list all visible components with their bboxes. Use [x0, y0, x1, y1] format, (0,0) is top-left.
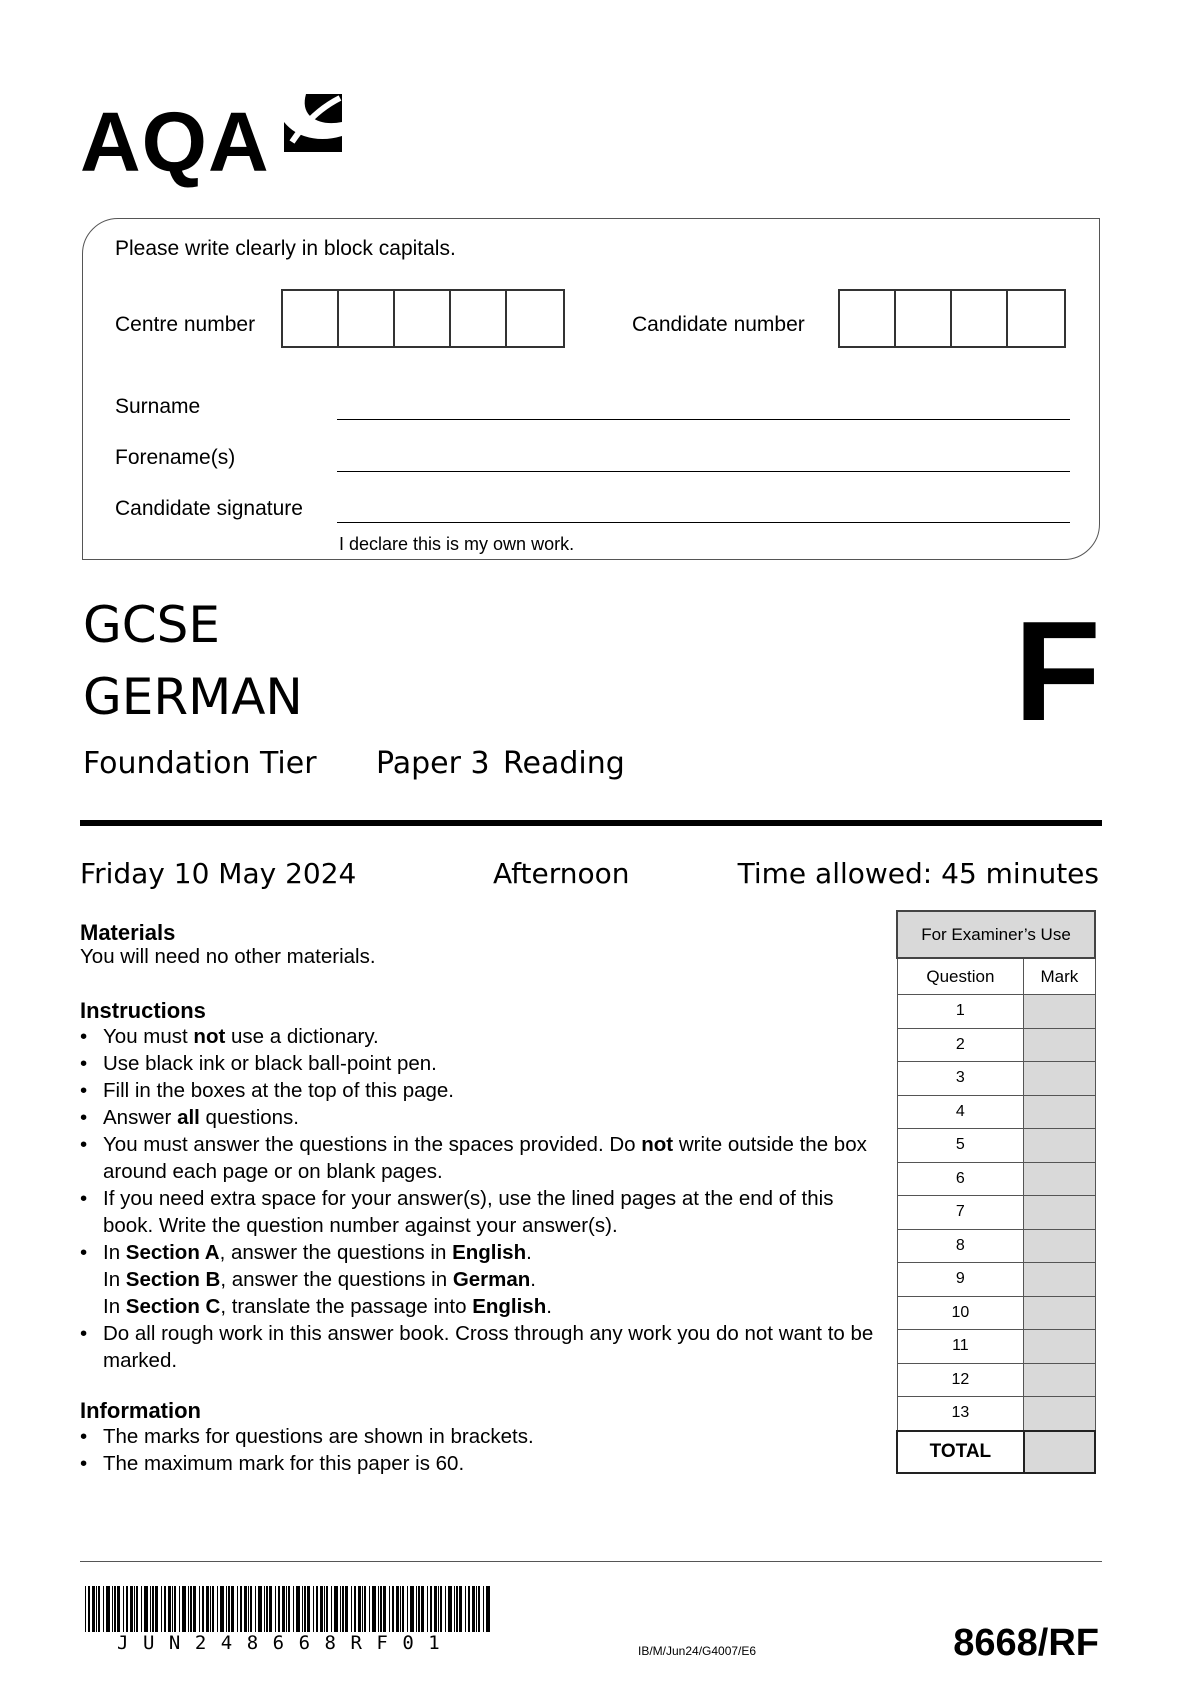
exam-session: Afternoon — [493, 857, 630, 890]
barcode-bar — [324, 1586, 325, 1632]
qualification-title: GCSE — [83, 596, 220, 654]
barcode-bar — [182, 1586, 186, 1632]
barcode-bar — [302, 1586, 303, 1632]
barcode-bar — [114, 1586, 116, 1632]
paper-code: 8668/RF — [953, 1622, 1099, 1664]
barcode-bar — [454, 1586, 455, 1632]
barcode-bar — [85, 1586, 86, 1632]
barcode-bar — [206, 1586, 209, 1632]
barcode-bar — [117, 1586, 120, 1632]
barcode-bar — [266, 1586, 268, 1632]
barcode-bar — [228, 1586, 230, 1632]
barcode-bar — [307, 1586, 310, 1632]
component-label: Reading — [503, 746, 625, 781]
barcode-bar — [421, 1586, 424, 1632]
candidate-number-cell[interactable] — [952, 291, 1008, 346]
barcode-bar — [410, 1586, 414, 1632]
barcode-bar — [459, 1586, 462, 1632]
barcode-bar — [400, 1586, 401, 1632]
candidate-number-cell[interactable] — [1008, 291, 1064, 346]
mark-column-header: Mark — [1024, 958, 1095, 995]
materials-heading: Materials — [80, 920, 176, 945]
table-row — [897, 1129, 1095, 1163]
barcode-text: JUN248668RF01 — [117, 1632, 455, 1654]
barcode-bar — [130, 1586, 133, 1632]
barcode-bar — [418, 1586, 420, 1632]
barcode-bar — [304, 1586, 306, 1632]
instructions-list — [80, 1023, 880, 1374]
barcode-bar — [112, 1586, 113, 1632]
barcode-bar — [456, 1586, 458, 1632]
barcode-bar — [92, 1586, 95, 1632]
block-capitals-instruction: Please write clearly in block capitals. — [115, 237, 456, 260]
barcode-bar — [476, 1586, 477, 1632]
mark-cell — [1024, 1196, 1095, 1230]
barcode-bar — [174, 1586, 176, 1632]
barcode-bar — [369, 1586, 370, 1632]
subject-title: GERMAN — [83, 668, 303, 726]
footer-divider — [80, 1561, 1102, 1562]
barcode-bar — [427, 1586, 428, 1632]
table-row — [897, 1263, 1095, 1297]
barcode-bar — [212, 1586, 214, 1632]
barcode-bar — [351, 1586, 352, 1632]
barcode-bar — [152, 1586, 154, 1632]
instruction-item: • Use black ink or black ball-point pen. — [80, 1050, 880, 1077]
barcode-bar — [126, 1586, 128, 1632]
centre-number-cell[interactable] — [395, 291, 451, 346]
materials-text: You will need no other materials. — [80, 945, 376, 968]
barcode-bar — [389, 1586, 390, 1632]
centre-number-cell[interactable] — [339, 291, 395, 346]
question-number: 11 — [897, 1330, 1024, 1364]
table-row — [897, 1330, 1095, 1364]
barcode-bar — [472, 1586, 475, 1632]
barcode-bar — [231, 1586, 234, 1632]
barcode-bar — [199, 1586, 200, 1632]
barcode-bar — [103, 1586, 104, 1632]
question-number: 9 — [897, 1263, 1024, 1297]
aqa-logo-mark-icon — [282, 92, 344, 154]
barcode-bar — [362, 1586, 363, 1632]
question-number: 6 — [897, 1162, 1024, 1196]
barcode-bar — [478, 1586, 480, 1632]
barcode-bar — [486, 1586, 490, 1632]
candidate-number-cell[interactable] — [896, 291, 952, 346]
instruction-item: • Answer all questions. — [80, 1104, 880, 1131]
table-row — [897, 1196, 1095, 1230]
table-row — [897, 1162, 1095, 1196]
barcode-bar — [396, 1586, 399, 1632]
barcode-bar — [358, 1586, 361, 1632]
table-row — [897, 995, 1095, 1029]
barcode-bar — [220, 1586, 224, 1632]
barcode-bar — [438, 1586, 439, 1632]
barcode-bar — [286, 1586, 287, 1632]
table-row — [897, 1296, 1095, 1330]
table-row — [897, 1363, 1095, 1397]
information-item: • The maximum mark for this paper is 60. — [80, 1450, 860, 1477]
barcode-bar — [364, 1586, 366, 1632]
barcode-bar — [217, 1586, 218, 1632]
barcode-bar — [313, 1586, 314, 1632]
barcode-bar — [155, 1586, 158, 1632]
barcode-bar — [465, 1586, 466, 1632]
table-row — [897, 1229, 1095, 1263]
barcode-bar — [164, 1586, 166, 1632]
centre-number-cell[interactable] — [451, 291, 507, 346]
table-row — [897, 1431, 1095, 1473]
mark-cell — [1024, 1095, 1095, 1129]
question-number: 3 — [897, 1062, 1024, 1096]
mark-cell — [1024, 1397, 1095, 1431]
barcode-bar — [445, 1586, 446, 1632]
question-number: 2 — [897, 1028, 1024, 1062]
table-row — [897, 1062, 1095, 1096]
paper-number: Paper 3 — [376, 746, 490, 781]
instruction-item: • You must answer the questions in the spaces provided. Do not write outside the box around each page or on blank pages. — [80, 1131, 883, 1185]
barcode-bar — [342, 1586, 344, 1632]
barcode-bar — [334, 1586, 338, 1632]
barcode-bar — [269, 1586, 272, 1632]
forenames-line[interactable] — [337, 471, 1070, 472]
barcode-bar — [416, 1586, 417, 1632]
question-number: 8 — [897, 1229, 1024, 1263]
mark-cell — [1024, 1129, 1095, 1163]
barcode-bar — [248, 1586, 249, 1632]
barcode-bar — [244, 1586, 247, 1632]
barcode-bar — [258, 1586, 262, 1632]
barcode-bar — [98, 1586, 100, 1632]
barcode-bar — [168, 1586, 171, 1632]
barcode-bar — [340, 1586, 341, 1632]
total-mark-cell — [1024, 1431, 1095, 1473]
barcode-bar — [380, 1586, 382, 1632]
barcode-bar — [193, 1586, 196, 1632]
question-number: 12 — [897, 1363, 1024, 1397]
barcode-bar — [483, 1586, 484, 1632]
barcode-bar — [434, 1586, 437, 1632]
barcode-bar — [250, 1586, 252, 1632]
barcode-bar — [354, 1586, 356, 1632]
barcode-bar — [293, 1586, 294, 1632]
barcode-bar — [392, 1586, 394, 1632]
centre-number-cell[interactable] — [507, 291, 563, 346]
barcode-bar — [345, 1586, 348, 1632]
instruction-item: • Fill in the boxes at the top of this page. — [80, 1077, 880, 1104]
tier-letter: F — [1014, 592, 1101, 751]
barcode-bar — [141, 1586, 142, 1632]
mark-cell — [1024, 1028, 1095, 1062]
barcode-bar — [134, 1586, 135, 1632]
tier-label: Foundation Tier — [83, 746, 317, 781]
forenames-label: Forename(s) — [115, 446, 236, 469]
signature-line[interactable] — [337, 522, 1070, 523]
barcode-bar — [210, 1586, 211, 1632]
barcode-bar — [136, 1586, 138, 1632]
instructions-heading: Instructions — [80, 998, 206, 1023]
information-list — [80, 1423, 860, 1477]
mark-cell — [1024, 1062, 1095, 1096]
barcode-bar — [440, 1586, 442, 1632]
barcode-bar — [402, 1586, 404, 1632]
mark-cell — [1024, 1263, 1095, 1297]
barcode-bar — [150, 1586, 151, 1632]
barcode-bar — [316, 1586, 318, 1632]
instruction-item: • Do all rough work in this answer book. Cross through any work you do not want to be marked. — [80, 1320, 883, 1374]
barcode-bar — [448, 1586, 452, 1632]
question-number: 10 — [897, 1296, 1024, 1330]
instruction-item: • You must not use a dictionary. — [80, 1023, 880, 1050]
barcode-bar — [296, 1586, 300, 1632]
table-row — [897, 1397, 1095, 1431]
question-column-header: Question — [897, 958, 1024, 995]
barcode-icon — [85, 1586, 495, 1632]
question-number: 7 — [897, 1196, 1024, 1230]
total-label: TOTAL — [897, 1431, 1024, 1473]
question-number: 4 — [897, 1095, 1024, 1129]
barcode-bar — [264, 1586, 265, 1632]
barcode-bar — [123, 1586, 124, 1632]
examiner-use-table — [896, 910, 1096, 1474]
table-row — [897, 1028, 1095, 1062]
barcode-bar — [88, 1586, 90, 1632]
barcode-bar — [161, 1586, 162, 1632]
mark-cell — [1024, 1296, 1095, 1330]
candidate-number-cell[interactable] — [840, 291, 896, 346]
table-row — [897, 1095, 1095, 1129]
examiner-table-title: For Examiner’s Use — [897, 911, 1095, 958]
mark-cell — [1024, 995, 1095, 1029]
aqa-logo: AQA — [80, 95, 270, 189]
barcode-bar — [288, 1586, 290, 1632]
centre-number-label: Centre number — [115, 313, 256, 336]
candidate-number-boxes[interactable] — [838, 289, 1066, 348]
barcode-bar — [179, 1586, 180, 1632]
barcode-bar — [226, 1586, 227, 1632]
paper-reference: IB/M/Jun24/G4007/E6 — [638, 1644, 757, 1658]
barcode-bar — [282, 1586, 285, 1632]
barcode-bar — [383, 1586, 386, 1632]
barcode-bar — [275, 1586, 276, 1632]
information-item: • The marks for questions are shown in brackets. — [80, 1423, 860, 1450]
mark-cell — [1024, 1363, 1095, 1397]
mark-cell — [1024, 1229, 1095, 1263]
barcode-bar — [326, 1586, 328, 1632]
question-number: 13 — [897, 1397, 1024, 1431]
barcode-bar — [202, 1586, 204, 1632]
barcode-bar — [378, 1586, 379, 1632]
surname-line[interactable] — [337, 419, 1070, 420]
barcode-bar — [237, 1586, 238, 1632]
barcode-bar — [172, 1586, 173, 1632]
candidate-number-label: Candidate number — [632, 313, 805, 336]
surname-label: Surname — [115, 395, 201, 418]
mark-cell — [1024, 1162, 1095, 1196]
barcode-bar — [240, 1586, 242, 1632]
instruction-item: • If you need extra space for your answer(s), use the lined pages at the end of this book. Write the question number against your answer(s). — [80, 1185, 883, 1239]
exam-date: Friday 10 May 2024 — [80, 857, 357, 890]
question-number: 1 — [897, 995, 1024, 1029]
barcode-bar — [468, 1586, 470, 1632]
question-number: 5 — [897, 1129, 1024, 1163]
declaration-text: I declare this is my own work. — [339, 534, 575, 554]
time-allowed: Time allowed: 45 minutes — [737, 857, 1099, 890]
barcode-bar — [190, 1586, 192, 1632]
barcode-bar — [96, 1586, 97, 1632]
centre-number-boxes[interactable] — [281, 289, 565, 348]
centre-number-cell[interactable] — [283, 291, 339, 346]
barcode-bar — [372, 1586, 376, 1632]
barcode-bar — [430, 1586, 432, 1632]
barcode-bar — [255, 1586, 256, 1632]
signature-label: Candidate signature — [115, 497, 303, 520]
mark-cell — [1024, 1330, 1095, 1364]
header-divider — [80, 820, 1102, 826]
information-heading: Information — [80, 1398, 201, 1423]
barcode-bar — [331, 1586, 332, 1632]
barcode-bar — [407, 1586, 408, 1632]
barcode-bar — [320, 1586, 323, 1632]
barcode-bar — [188, 1586, 189, 1632]
barcode-bar — [106, 1586, 110, 1632]
barcode-bar — [144, 1586, 148, 1632]
instruction-item: • In Section A, answer the questions in English. In Section B, answer the questions in German. In Section C, translate the passage into English. — [80, 1239, 880, 1320]
barcode-bar — [278, 1586, 280, 1632]
